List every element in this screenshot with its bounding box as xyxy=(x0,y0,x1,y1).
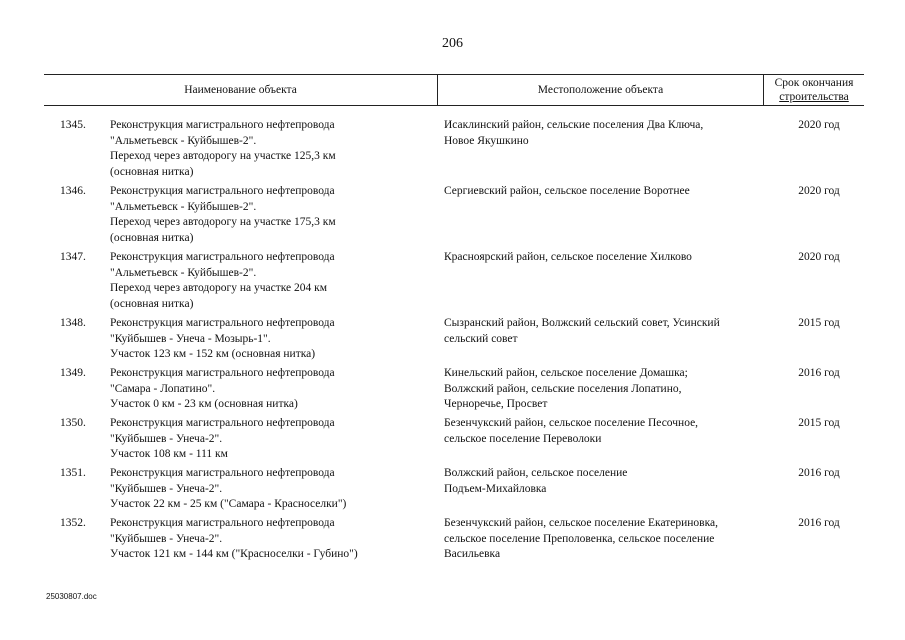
object-location-line: Черноречье, Просвет xyxy=(444,398,548,410)
object-name xyxy=(110,466,430,513)
row-number: 1345. xyxy=(60,119,86,131)
object-name-line: Реконструкция магистрального нефтепровода xyxy=(110,317,335,329)
object-name-line: "Альметьевск - Куйбышев-2". xyxy=(110,266,257,279)
header-deadline-line1: Срок окончания xyxy=(774,77,854,89)
object-name-line: "Самара - Лопатино". xyxy=(110,382,216,395)
completion-year: 2015 год xyxy=(798,317,840,329)
object-location-line: Сызранский район, Волжский сельский совет, Усинский xyxy=(444,317,720,329)
object-location-line: Исаклинский район, сельские поселения Два Ключа, xyxy=(444,119,704,131)
footer-file-code: 25030807.doc xyxy=(46,592,97,601)
object-name-line: Участок 108 км - 111 км xyxy=(110,448,228,460)
object-location-line: сельское поселение Переволоки xyxy=(444,432,602,445)
object-name-line: "Куйбышев - Унеча-2". xyxy=(110,432,223,445)
row-number: 1346. xyxy=(60,185,86,197)
object-name-line: Переход через автодорогу на участке 204 км xyxy=(110,282,328,294)
object-name-line: (основная нитка) xyxy=(110,165,194,178)
header-location-label: Местоположение объекта xyxy=(537,84,664,96)
completion-year: 2016 год xyxy=(798,467,840,479)
object-name-line: Реконструкция магистрального нефтепровода xyxy=(110,185,335,197)
completion-year: 2020 год xyxy=(798,185,840,197)
completion-year: 2020 год xyxy=(798,251,840,263)
table-row xyxy=(0,516,905,566)
object-name-line: Реконструкция магистрального нефтепровода xyxy=(110,417,335,429)
object-name xyxy=(110,416,430,463)
object-location-line: Васильевка xyxy=(444,548,501,560)
object-name-line: Реконструкция магистрального нефтепровода xyxy=(110,517,335,529)
object-name-line: Реконструкция магистрального нефтепровода xyxy=(110,367,335,379)
object-name-line: "Альметьевск - Куйбышев-2". xyxy=(110,134,257,147)
header-name-label: Наименование объекта xyxy=(184,84,297,96)
table-body xyxy=(0,118,905,566)
object-name-line: "Альметьевск - Куйбышев-2". xyxy=(110,200,257,213)
object-name-line: (основная нитка) xyxy=(110,231,194,244)
object-location-line: Волжский район, сельские поселения Лопатино, xyxy=(444,382,682,395)
object-name xyxy=(110,184,430,246)
object-location xyxy=(444,466,762,497)
object-location xyxy=(444,516,762,563)
row-number: 1349. xyxy=(60,367,86,379)
table-row xyxy=(0,416,905,466)
row-number: 1352. xyxy=(60,517,86,529)
object-name-line: "Куйбышев - Унеча-2". xyxy=(110,532,223,545)
object-name-line: "Куйбышев - Унеча-2". xyxy=(110,482,223,495)
object-location-line: сельский совет xyxy=(444,332,518,345)
object-name-line: Участок 0 км - 23 км (основная нитка) xyxy=(110,398,298,410)
table-header-bottom-rule xyxy=(44,105,864,106)
object-name-line: Участок 121 км - 144 км ("Красноселки - Губино") xyxy=(110,548,358,560)
object-name-line: "Куйбышев - Унеча - Мозырь-1". xyxy=(110,332,271,345)
object-name-line: Переход через автодорогу на участке 175,3 км xyxy=(110,216,336,228)
table-row xyxy=(0,466,905,516)
object-location-line: сельское поселение Преполовенка, сельское поселение xyxy=(444,532,715,545)
object-name-line: Участок 22 км - 25 км ("Самара - Красноселки") xyxy=(110,498,347,510)
object-location-line: Подъем-Михайловка xyxy=(444,482,547,495)
table-row xyxy=(0,184,905,250)
object-location xyxy=(444,416,762,447)
object-location xyxy=(444,316,762,347)
row-number: 1351. xyxy=(60,467,86,479)
table-row xyxy=(0,118,905,184)
object-location-line: Безенчукский район, сельское поселение Екатериновка, xyxy=(444,517,719,529)
header-name xyxy=(44,75,437,105)
object-name xyxy=(110,516,430,563)
object-name xyxy=(110,118,430,180)
object-name-line: Реконструкция магистрального нефтепровода xyxy=(110,119,335,131)
completion-year: 2016 год xyxy=(798,517,840,529)
header-location xyxy=(438,75,763,105)
completion-year: 2016 год xyxy=(798,367,840,379)
object-name-line: Реконструкция магистрального нефтепровода xyxy=(110,467,335,479)
header-deadline-line2: строительства xyxy=(779,91,849,103)
object-location xyxy=(444,366,762,413)
table-row xyxy=(0,316,905,366)
object-location xyxy=(444,118,762,149)
object-location xyxy=(444,250,762,266)
completion-year: 2015 год xyxy=(798,417,840,429)
object-name-line: Участок 123 км - 152 км (основная нитка) xyxy=(110,348,316,360)
object-name-line: Переход через автодорогу на участке 125,3 км xyxy=(110,150,336,162)
object-name xyxy=(110,366,430,413)
row-number: 1348. xyxy=(60,317,86,329)
object-location-line: Кинельский район, сельское поселение Домашка; xyxy=(444,367,688,379)
object-name-line: (основная нитка) xyxy=(110,297,194,310)
object-name xyxy=(110,316,430,363)
object-name-line: Реконструкция магистрального нефтепровода xyxy=(110,251,335,263)
object-location-line: Красноярский район, сельское поселение Хилково xyxy=(444,251,692,263)
header-deadline xyxy=(764,75,864,105)
object-location-line: Сергиевский район, сельское поселение Воротнее xyxy=(444,185,690,197)
object-location-line: Безенчукский район, сельское поселение Песочное, xyxy=(444,417,699,429)
object-name xyxy=(110,250,430,312)
object-location xyxy=(444,184,762,200)
row-number: 1347. xyxy=(60,251,86,263)
table-row xyxy=(0,250,905,316)
object-location-line: Новое Якушкино xyxy=(444,134,529,147)
table-row xyxy=(0,366,905,416)
completion-year: 2020 год xyxy=(798,119,840,131)
object-location-line: Волжский район, сельское поселение xyxy=(444,467,628,479)
page-number: 206 xyxy=(442,36,463,51)
row-number: 1350. xyxy=(60,417,86,429)
